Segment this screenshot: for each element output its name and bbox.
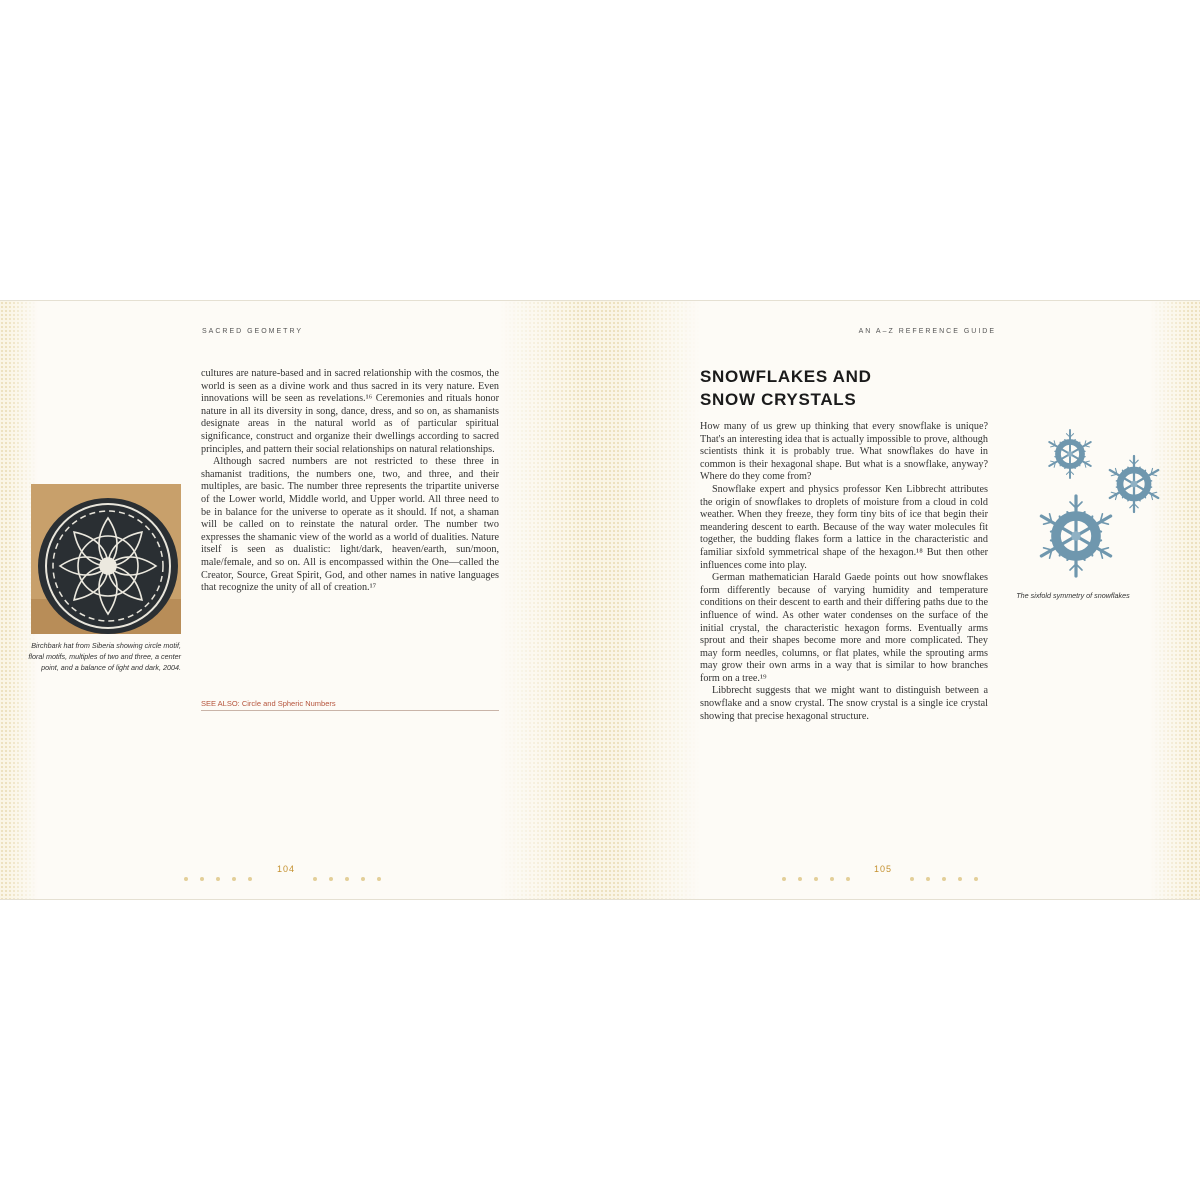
article-title (700, 365, 872, 411)
right-running-head: AN A–Z REFERENCE GUIDE (858, 328, 996, 335)
right-photo-caption: The sixfold symmetry of snowflakes (1016, 591, 1130, 600)
right-paragraph: How many of us grew up thinking that every snowflake is unique? That's an interesting idea that is actually impossible to prove, although scientists think it is probably true. What snowflakes do have in common is their hexagonal shape. But what is a snowflake, anyway? Where do they come from? (700, 421, 988, 483)
birchbark-hat-photo (31, 484, 181, 634)
right-paragraph: Libbrecht suggests that we might want to distinguish between a snowflake and a snow crystal. The snow crystal is a single ice crystal showing that precise hexagonal structure. (700, 685, 988, 722)
folio-ornament (782, 868, 862, 872)
right-page-number: 105 (874, 864, 893, 874)
right-edge-pattern (1150, 301, 1200, 899)
book-spread (0, 300, 1200, 900)
folio-ornament (313, 868, 393, 872)
title-line-2: SNOW CRYSTALS (700, 390, 857, 409)
left-paragraph: Although sacred numbers are not restricted to these three in shamanist traditions, the numbers one, two, and three, and their multiples, are basic. The number three represents the tripartite universe of the Lower world, Middle world, and Upper world. All three need to be in balance for the universe to operate as it should. If not, a shaman will be called on to reinstate the natural order. The number two expresses the shamanic view of the world as a world of dualities. Nature itself is seen as dualistic: light/dark, heaven/earth, sun/moon, male/female, and so on. All is encompassed within the One—called the Creator, Source, Great Spirit, God, and other names in native languages that recognize the unity of all of creation.¹⁷ (201, 456, 499, 594)
right-body-text (700, 421, 988, 723)
gutter-pattern (500, 301, 700, 899)
left-page-number: 104 (277, 864, 296, 874)
left-photo-caption: Birchbark hat from Siberia showing circle motif, floral motifs, multiples of two and three, a center point, and a balance of light and dark, 2004. (28, 641, 181, 672)
title-line-1: SNOWFLAKES AND (700, 367, 872, 386)
right-paragraph: German mathematician Harald Gaede points out how snowflakes form differently because of varying humidity and temperature conditions on their descent to earth and their differing paths due to the influence of wind. As other water condenses on the surface of the initial crystal, the characteristic hexagon forms. Eventually arms sprout and their shapes become more and more complicated. They may form needles, columns, or flat plates, while the sprouting arms may grow their own arms in a way that is similar to how branches form on a tree.¹⁹ (700, 572, 988, 684)
folio-ornament (910, 868, 990, 872)
left-running-head: SACRED GEOMETRY (202, 328, 304, 335)
see-also-link[interactable]: SEE ALSO: Circle and Spheric Numbers (201, 699, 499, 711)
right-paragraph: Snowflake expert and physics professor Ken Libbrecht attributes the origin of snowflakes to droplets of moisture from a cloud in cold weather. When they freeze, they form tiny bits of ice that begin their meandering descent to earth. Because of the way water molecules fit together, the budding flakes form a lattice in the characteristic and familiar sixfold symmetrical shape of the hexagon.¹⁸ But then other influences come into play. (700, 483, 988, 571)
left-body-text (201, 368, 499, 595)
left-paragraph: cultures are nature-based and in sacred relationship with the cosmos, the world is seen as a divine work and thus sacred in its very nature. Even innovations will be seen as revelations.¹⁶ Ceremonies and rituals honor nature in all its diversity in song, dance, dress, and so on, as shamanists designate areas in the natural world as of particular spiritual significance, construct and organize their dwellings according to sacred principles, and pattern their social relationships on natural relationships. (201, 368, 499, 455)
folio-ornament (184, 868, 264, 872)
snowflakes-illustration (1030, 421, 1165, 581)
